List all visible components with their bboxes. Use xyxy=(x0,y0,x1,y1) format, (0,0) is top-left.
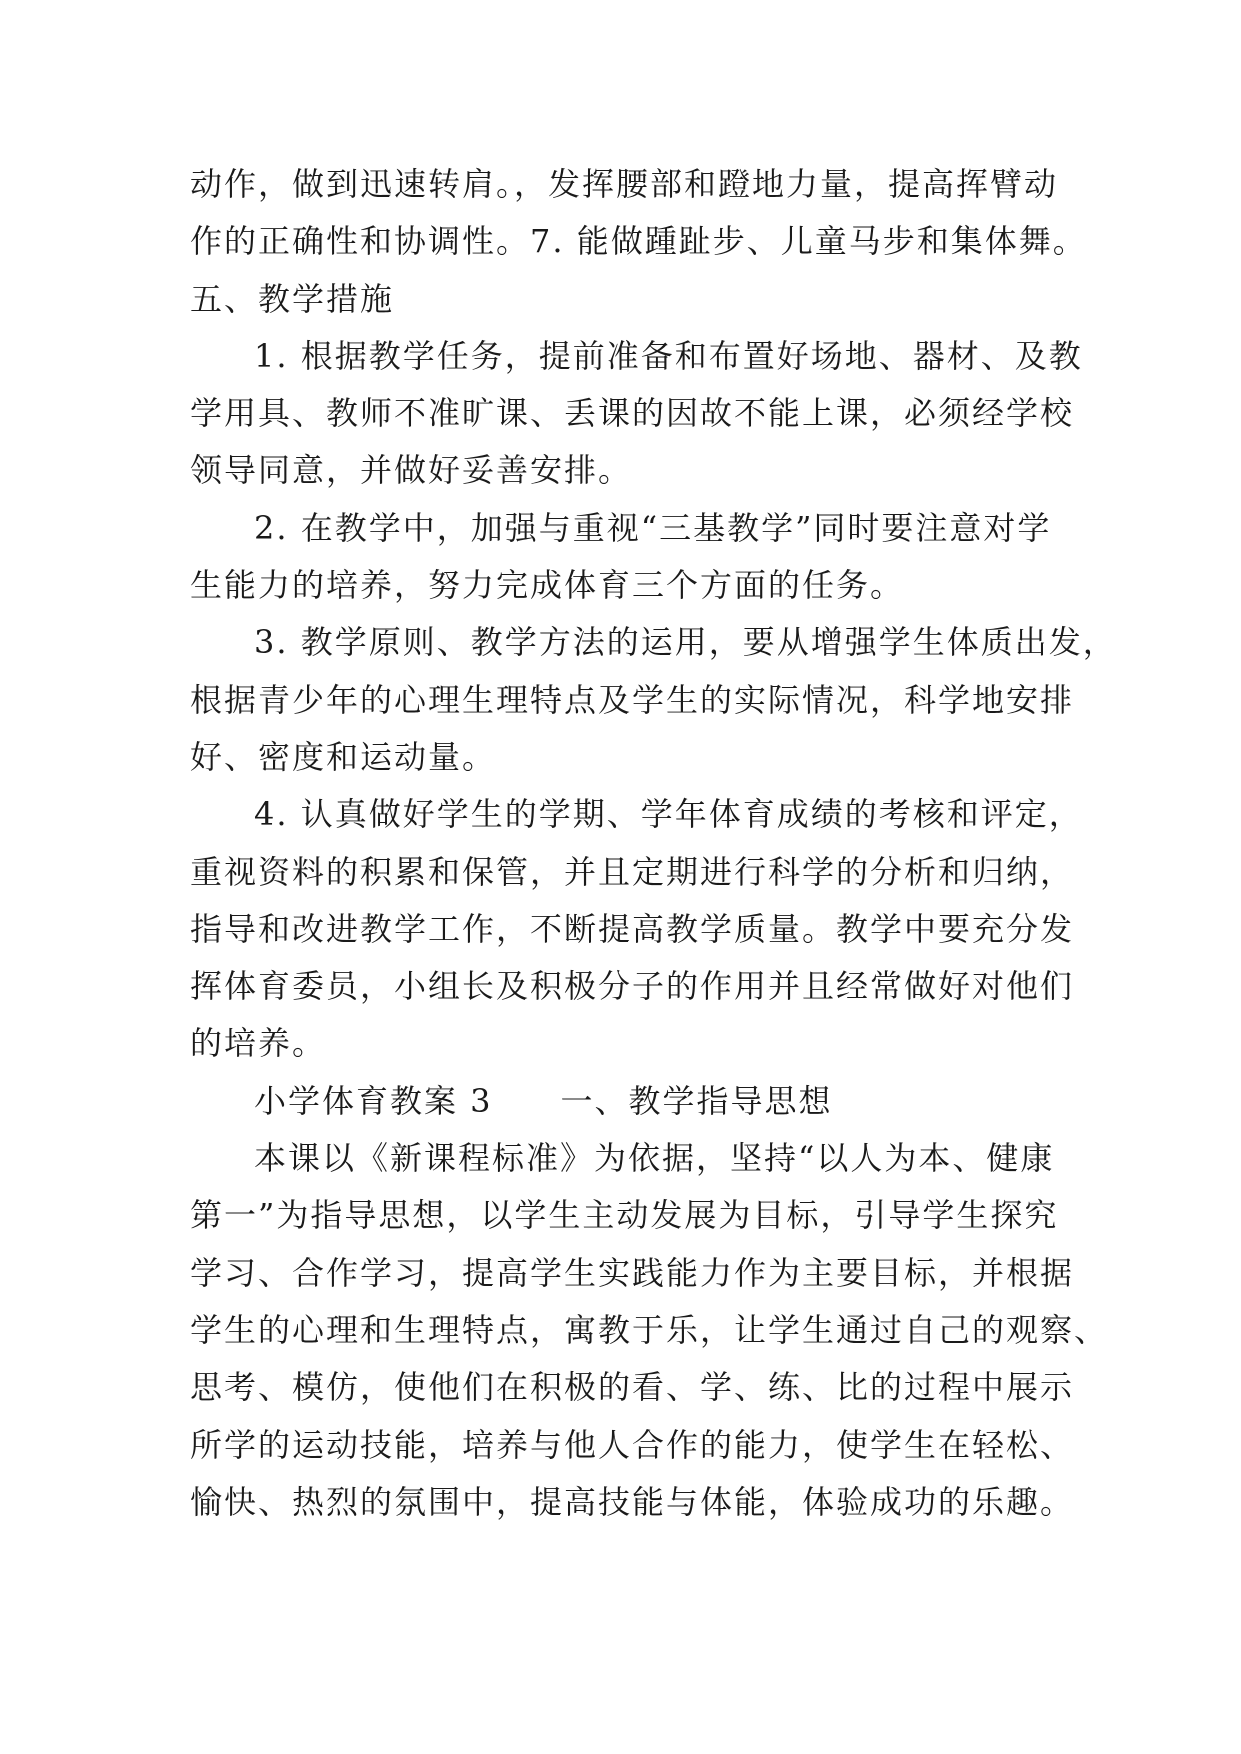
text-line: 领导同意，并做好妥善安排。 xyxy=(190,451,633,490)
text-line: 重视资料的积累和保管，并且定期进行科学的分析和归纳， xyxy=(190,852,1075,891)
text-line: 2. 在教学中，加强与重视“三基教学”同时要注意对学 xyxy=(254,508,1052,547)
text-line: 第一”为指导思想，以学生主动发展为目标，引导学生探究 xyxy=(190,1196,1059,1235)
text-line: 指导和改进教学工作，不断提高教学质量。教学中要充分发 xyxy=(190,909,1075,948)
text-line: 愉快、热烈的氛围中，提高技能与体能，体验成功的乐趣。 xyxy=(190,1482,1075,1521)
text-line: 所学的运动技能，培养与他人合作的能力，使学生在轻松、 xyxy=(190,1425,1075,1464)
text-line: 作的正确性和协调性。7. 能做踵趾步、儿童马步和集体舞。 xyxy=(190,222,1087,261)
text-line: 的培养。 xyxy=(190,1024,327,1063)
text-line: 动作，做到迅速转肩。，发挥腰部和蹬地力量，提高挥臂动 xyxy=(190,165,1059,203)
text-line: 生能力的培养，努力完成体育三个方面的任务。 xyxy=(190,566,905,605)
text-line: 1. 根据教学任务，提前准备和布置好场地、器材、及教 xyxy=(254,336,1083,375)
text-line: 4. 认真做好学生的学期、学年体育成绩的考核和评定， xyxy=(254,795,1083,834)
text-line: 好、密度和运动量。 xyxy=(190,737,497,776)
section-heading: 小学体育教案 3 一、教学指导思想 xyxy=(254,1081,833,1120)
text-line: 根据青少年的心理生理特点及学生的实际情况，科学地安排 xyxy=(190,680,1075,719)
document-body xyxy=(190,156,1117,1531)
text-line: 挥体育委员，小组长及积极分子的作用并且经常做好对他们 xyxy=(190,967,1075,1006)
text-line: 3. 教学原则、教学方法的运用，要从增强学生体质出发， xyxy=(254,623,1117,662)
text-line: 本课以《新课程标准》为依据，坚持“以人为本、健康 xyxy=(254,1139,1055,1178)
text-line: 学生的心理和生理特点，寓教于乐，让学生通过自己的观察、 xyxy=(190,1310,1109,1349)
text-line: 思考、模仿，使他们在积极的看、学、练、比的过程中展示 xyxy=(190,1368,1075,1407)
text-line: 学习、合作学习，提高学生实践能力作为主要目标，并根据 xyxy=(190,1253,1075,1292)
section-heading: 五、教学措施 xyxy=(190,279,395,318)
text-line: 学用具、教师不准旷课、丢课的因故不能上课，必须经学校 xyxy=(190,394,1075,433)
